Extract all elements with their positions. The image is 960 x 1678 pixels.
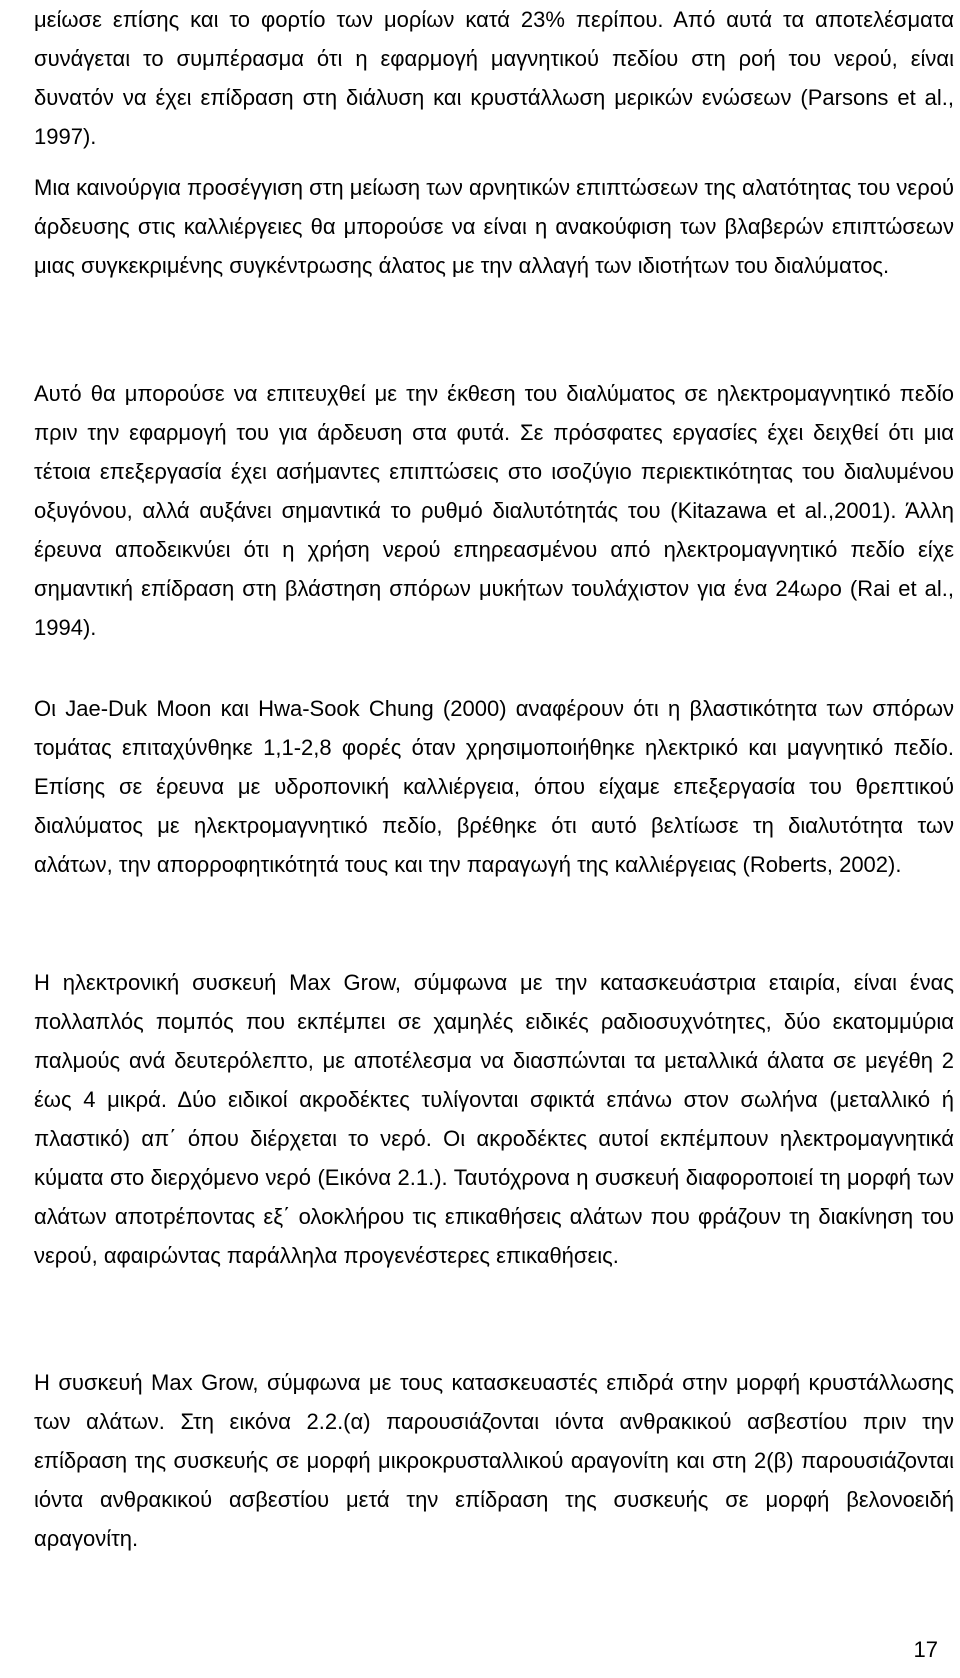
paragraph-2: Μια καινούργια προσέγγιση στη μείωση των αρνητικών επιπτώσεων της αλατότητας του νερού άρδευσης στις καλλιέργειες θα μπορούσε να είναι η ανακούφιση των βλαβερών επιπτώσεων μιας συγκεκριμένης συγκέντρωσης άλατος με την αλλαγή των ιδιοτήτων του διαλύματος. <box>34 175 954 278</box>
paragraph-1: μείωσε επίσης και το φορτίο των μορίων κατά 23% περίπου. Από αυτά τα αποτελέσματα συνάγεται το συμπέρασμα ότι η εφαρμογή μαγνητικού πεδίου στη ροή του νερού, είναι δυνατόν να έχει επίδραση στη διάλυση και κρυστάλλωση μερικών ενώσεων (Parsons et al., 1997). <box>34 7 954 149</box>
paragraph-4: Οι Jae-Duk Moon και Hwa-Sook Chung (2000) αναφέρουν ότι η βλαστικότητα των σπόρων τομάτας επιταχύνθηκε 1,1-2,8 φορές όταν χρησιμοποιήθηκε ηλεκτρικό και μαγνητικό πεδίο. Επίσης σε έρευνα με υδροπονική καλλιέργεια, όπου είχαμε επεξεργασία του θρεπτικού διαλύματος με ηλεκτρομαγνητικό πεδίο, βρέθηκε ότι αυτό βελτίωσε τη διαλυτότητα των αλάτων, την απορροφητικότητά τους και την παραγωγή της καλλιέργειας (Roberts, 2002). <box>34 696 954 877</box>
paragraph-1-block <box>34 0 954 156</box>
paragraph-3: Αυτό θα μπορούσε να επιτευχθεί με την έκθεση του διαλύματος σε ηλεκτρομαγνητικό πεδίο πριν την εφαρμογή του για άρδευση στα φυτά. Σε πρόσφατες εργασίες έχει δειχθεί ότι μια τέτοια επεξεργασία έχει ασήμαντες επιπτώσεις στο ισοζύγιο περιεκτικότητας του διαλυμένου οξυγόνου, αλλά αυξάνει σημαντικά το ρυθμό διαλυτότητάς του (Kitazawa et al.,2001). Άλλη έρευνα αποδεικνύει ότι η χρήση νερού επηρεασμένου από ηλεκτρομαγνητικό πεδίο είχε σημαντική επίδραση στη βλάστηση σπόρων μυκήτων τουλάχιστον για ένα 24ωρο (Rai et al., 1994). <box>34 381 954 640</box>
paragraph-2-block <box>34 168 954 285</box>
paragraph-5: Η ηλεκτρονική συσκευή Max Grow, σύμφωνα με την κατασκευάστρια εταιρία, είναι ένας πολλαπλός πομπός που εκπέμπει σε χαμηλές ειδικές ραδιοσυχνότητες, δύο εκατομμύρια παλμούς ανά δευτερόλεπτο, με αποτέλεσμα να διασπώνται τα μεταλλικά άλατα σε μεγέθη 2 έως 4 μικρά. Δύο ειδικοί ακροδέκτες τυλίγονται σφικτά επάνω στον σωλήνα (μεταλλικό ή πλαστικό) απ΄ όπου διέρχεται το νερό. Οι ακροδέκτες αυτοί εκπέμπουν ηλεκτρομαγνητικά κύματα στο διερχόμενο νερό (Εικόνα 2.1.). Ταυτόχρονα η συσκευή διαφοροποιεί τη μορφή των αλάτων αποτρέποντας εξ΄ ολοκλήρου τις επικαθήσεις αλάτων που φράζουν τη διακίνηση του νερού, αφαιρώντας παράλληλα προγενέστερες επικαθήσεις. <box>34 970 954 1268</box>
paragraph-6: Η συσκευή Max Grow, σύμφωνα με τους κατασκευαστές επιδρά στην μορφή κρυστάλλωσης των αλάτων. Στη εικόνα 2.2.(α) παρουσιάζονται ιόντα ανθρακικού ασβεστίου πριν την επίδραση της συσκευής σε μορφή μικροκρυσταλλικού αραγονίτη και στη 2(β) παρουσιάζονται ιόντα ανθρακικού ασβεστίου μετά την επίδραση της συσκευής σε μορφή βελονοειδή αραγονίτη. <box>34 1370 954 1551</box>
paragraph-4-block <box>34 689 954 884</box>
page-number: 17 <box>913 1637 938 1662</box>
paragraph-6-block <box>34 1363 954 1558</box>
paragraph-3-block <box>34 374 954 647</box>
paragraph-5-block <box>34 963 954 1275</box>
